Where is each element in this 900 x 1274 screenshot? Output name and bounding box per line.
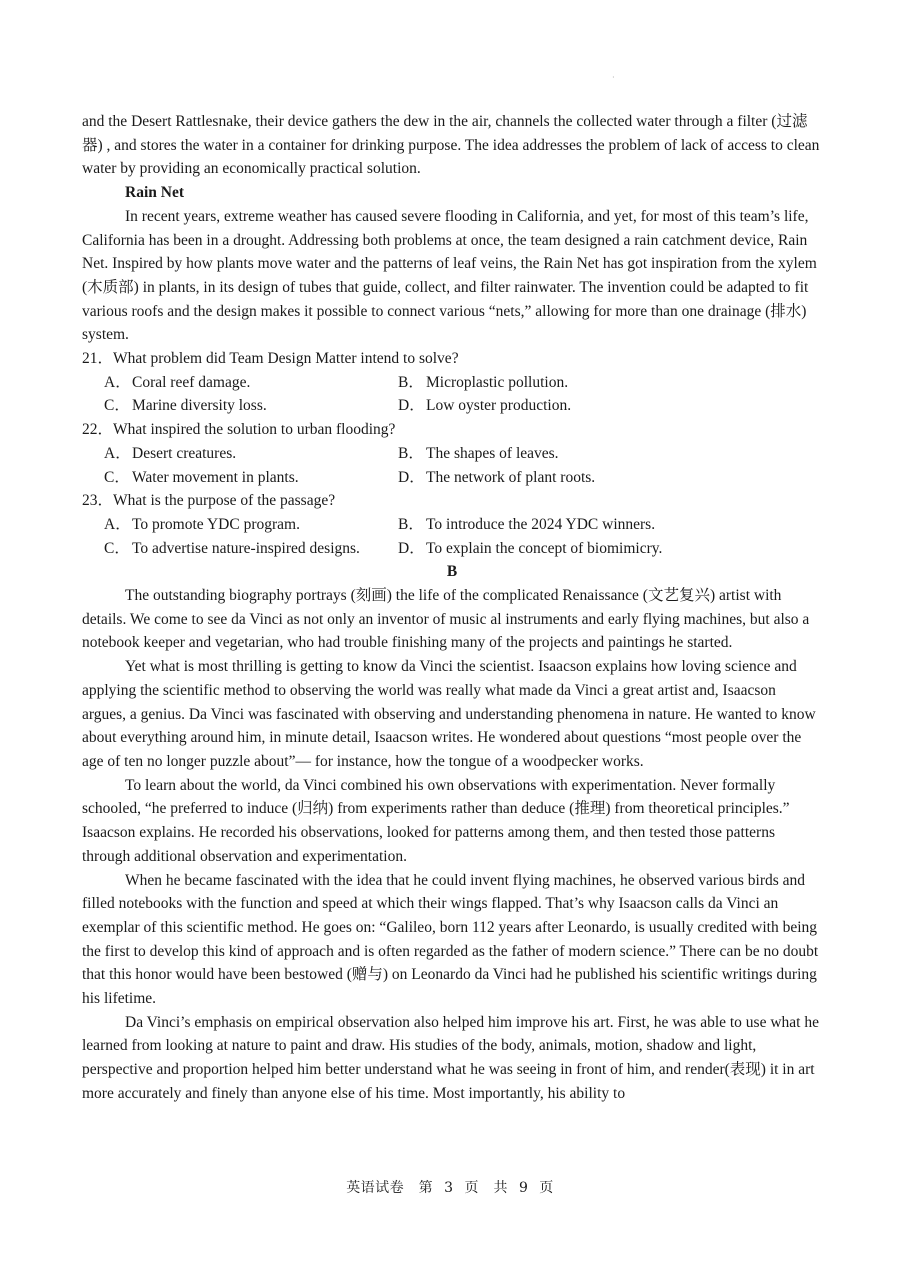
question-22 [82, 418, 822, 489]
option-text: To advertise nature-inspired designs. [132, 539, 360, 557]
option-letter: B． [398, 515, 424, 533]
option-c[interactable] [104, 394, 398, 418]
option-letter: A． [104, 515, 131, 533]
option-a[interactable] [104, 371, 398, 395]
option-letter: A． [104, 444, 131, 462]
option-d[interactable] [398, 537, 662, 561]
option-text: The network of plant roots. [426, 468, 596, 486]
options-row [82, 513, 822, 537]
option-text: To explain the concept of biomimicry. [426, 539, 663, 557]
option-text: The shapes of leaves. [426, 444, 559, 462]
question-23 [82, 489, 822, 560]
rain-net-heading: Rain Net [125, 184, 184, 202]
passage-b-paragraph-2: Yet what is most thrilling is getting to know da Vinci the scientist. Isaacson explains how loving science and applying the scientific method to observing the world was really what made da Vinci a great artist and, Isaacson argues, a genius. Da Vinci was fascinated with observing and understanding phenomena in nature. He wanted to know about everything around him, in minute detail, Isaacson writes. He wondered about questions “most people over the age of ten no longer puzzle about”— for instance, how the tongue of a woodpecker works. [82, 658, 816, 770]
options-row [82, 394, 822, 418]
rain-net-paragraph: In recent years, extreme weather has caused severe flooding in California, and yet, for most of this team’s life, California has been in a drought. Addressing both problems at once, the team designed a rain catchment device, Rain Net. Inspired by how plants move water and the patterns of leaf veins, the Rain Net has got inspiration from the xylem (木质部) in plants, in its design of tubes that guide, collect, and filter rainwater. The invention could be adapted to fit various roofs and the design makes it possible to connect various “nets,” allowing for more than one drainage (排水) system. [82, 207, 817, 344]
option-text: Desert creatures. [132, 444, 237, 462]
option-b[interactable] [398, 513, 655, 537]
option-c[interactable] [104, 537, 398, 561]
options-row [82, 371, 822, 395]
option-letter: D． [398, 539, 425, 557]
option-text: Coral reef damage. [132, 373, 251, 391]
option-letter: B． [398, 444, 424, 462]
question-stem: 22．What inspired the solution to urban flooding? [82, 421, 396, 439]
passage-a-paragraph: and the Desert Rattlesnake, their device gathers the dew in the air, channels the collected water through a filter (过滤器) , and stores the water in a container for drinking purpose. The idea addresses the problem of lack of access to clean water by providing an economically practical solution. [82, 113, 820, 178]
question-21 [82, 347, 822, 418]
option-letter: C． [104, 397, 130, 415]
options-row [82, 537, 822, 561]
option-letter: B． [398, 373, 424, 391]
option-a[interactable] [104, 513, 398, 537]
passage-b-paragraph-3: To learn about the world, da Vinci combined his own observations with experimentation. Never formally schooled, “he preferred to induce (归纳) from experiments rather than deduce (推理) from theoretical principles.” Isaacson explains. He recorded his observations, looked for patterns among them, and then tested those patterns through additional observation and experimentation. [82, 776, 790, 865]
option-letter: A． [104, 373, 131, 391]
options-row [82, 466, 822, 490]
option-d[interactable] [398, 466, 595, 490]
option-letter: D． [398, 397, 425, 415]
option-d[interactable] [398, 394, 571, 418]
option-letter: D． [398, 468, 425, 486]
option-b[interactable] [398, 442, 559, 466]
option-text: Microplastic pollution. [426, 373, 569, 391]
question-stem: 21．What problem did Team Design Matter intend to solve? [82, 350, 459, 368]
option-b[interactable] [398, 371, 568, 395]
option-a[interactable] [104, 442, 398, 466]
option-text: Water movement in plants. [132, 468, 299, 486]
options-row [82, 442, 822, 466]
option-c[interactable] [104, 466, 398, 490]
question-stem: 23．What is the purpose of the passage? [82, 492, 336, 510]
option-letter: C． [104, 468, 130, 486]
passage-b-paragraph-4: When he became fascinated with the idea that he could invent flying machines, he observed various birds and filled notebooks with the function and speed at which their wings flapped. That’s why Isaacson calls da Vinci an exemplar of this scientific method. He goes on: “Galileo, born 112 years after Leonardo, is usually credited with being the first to develop this kind of approach and is often regarded as the father of modern science.” There can be no doubt that this honor would have been bestowed (赠与) on Leonardo da Vinci had he published his scientific writings during his lifetime. [82, 871, 819, 1008]
passage-b-paragraph-5: Da Vinci’s emphasis on empirical observation also helped him improve his art. First, he was able to use what he learned from looking at nature to paint and draw. His studies of the body, animals, motion, shadow and light, perspective and proportion helped him better understand what he was seeing in front of him, and render(表现) it in art more accurately and finely than anyone else of his time. Most importantly, his ability to [82, 1013, 819, 1102]
option-text: Low oyster production. [426, 397, 572, 415]
passage-b-paragraph-1: The outstanding biography portrays (刻画) the life of the complicated Renaissance (文艺复兴) artist with details. We come to see da Vinci as not only an inventor of music al instruments and early flying machines, but also a notebook keeper and vegetarian, who had trouble finishing many of the projects and paintings he started. [82, 587, 810, 652]
option-text: To introduce the 2024 YDC winners. [426, 515, 656, 533]
option-text: Marine diversity loss. [132, 397, 267, 415]
page-footer: 英语试卷 第 3 页 共 9 页 [346, 1180, 554, 1196]
option-letter: C． [104, 539, 130, 557]
scan-speck: · [612, 73, 615, 82]
section-b-heading: B [446, 563, 458, 581]
option-text: To promote YDC program. [132, 515, 300, 533]
page-content [82, 110, 822, 1106]
